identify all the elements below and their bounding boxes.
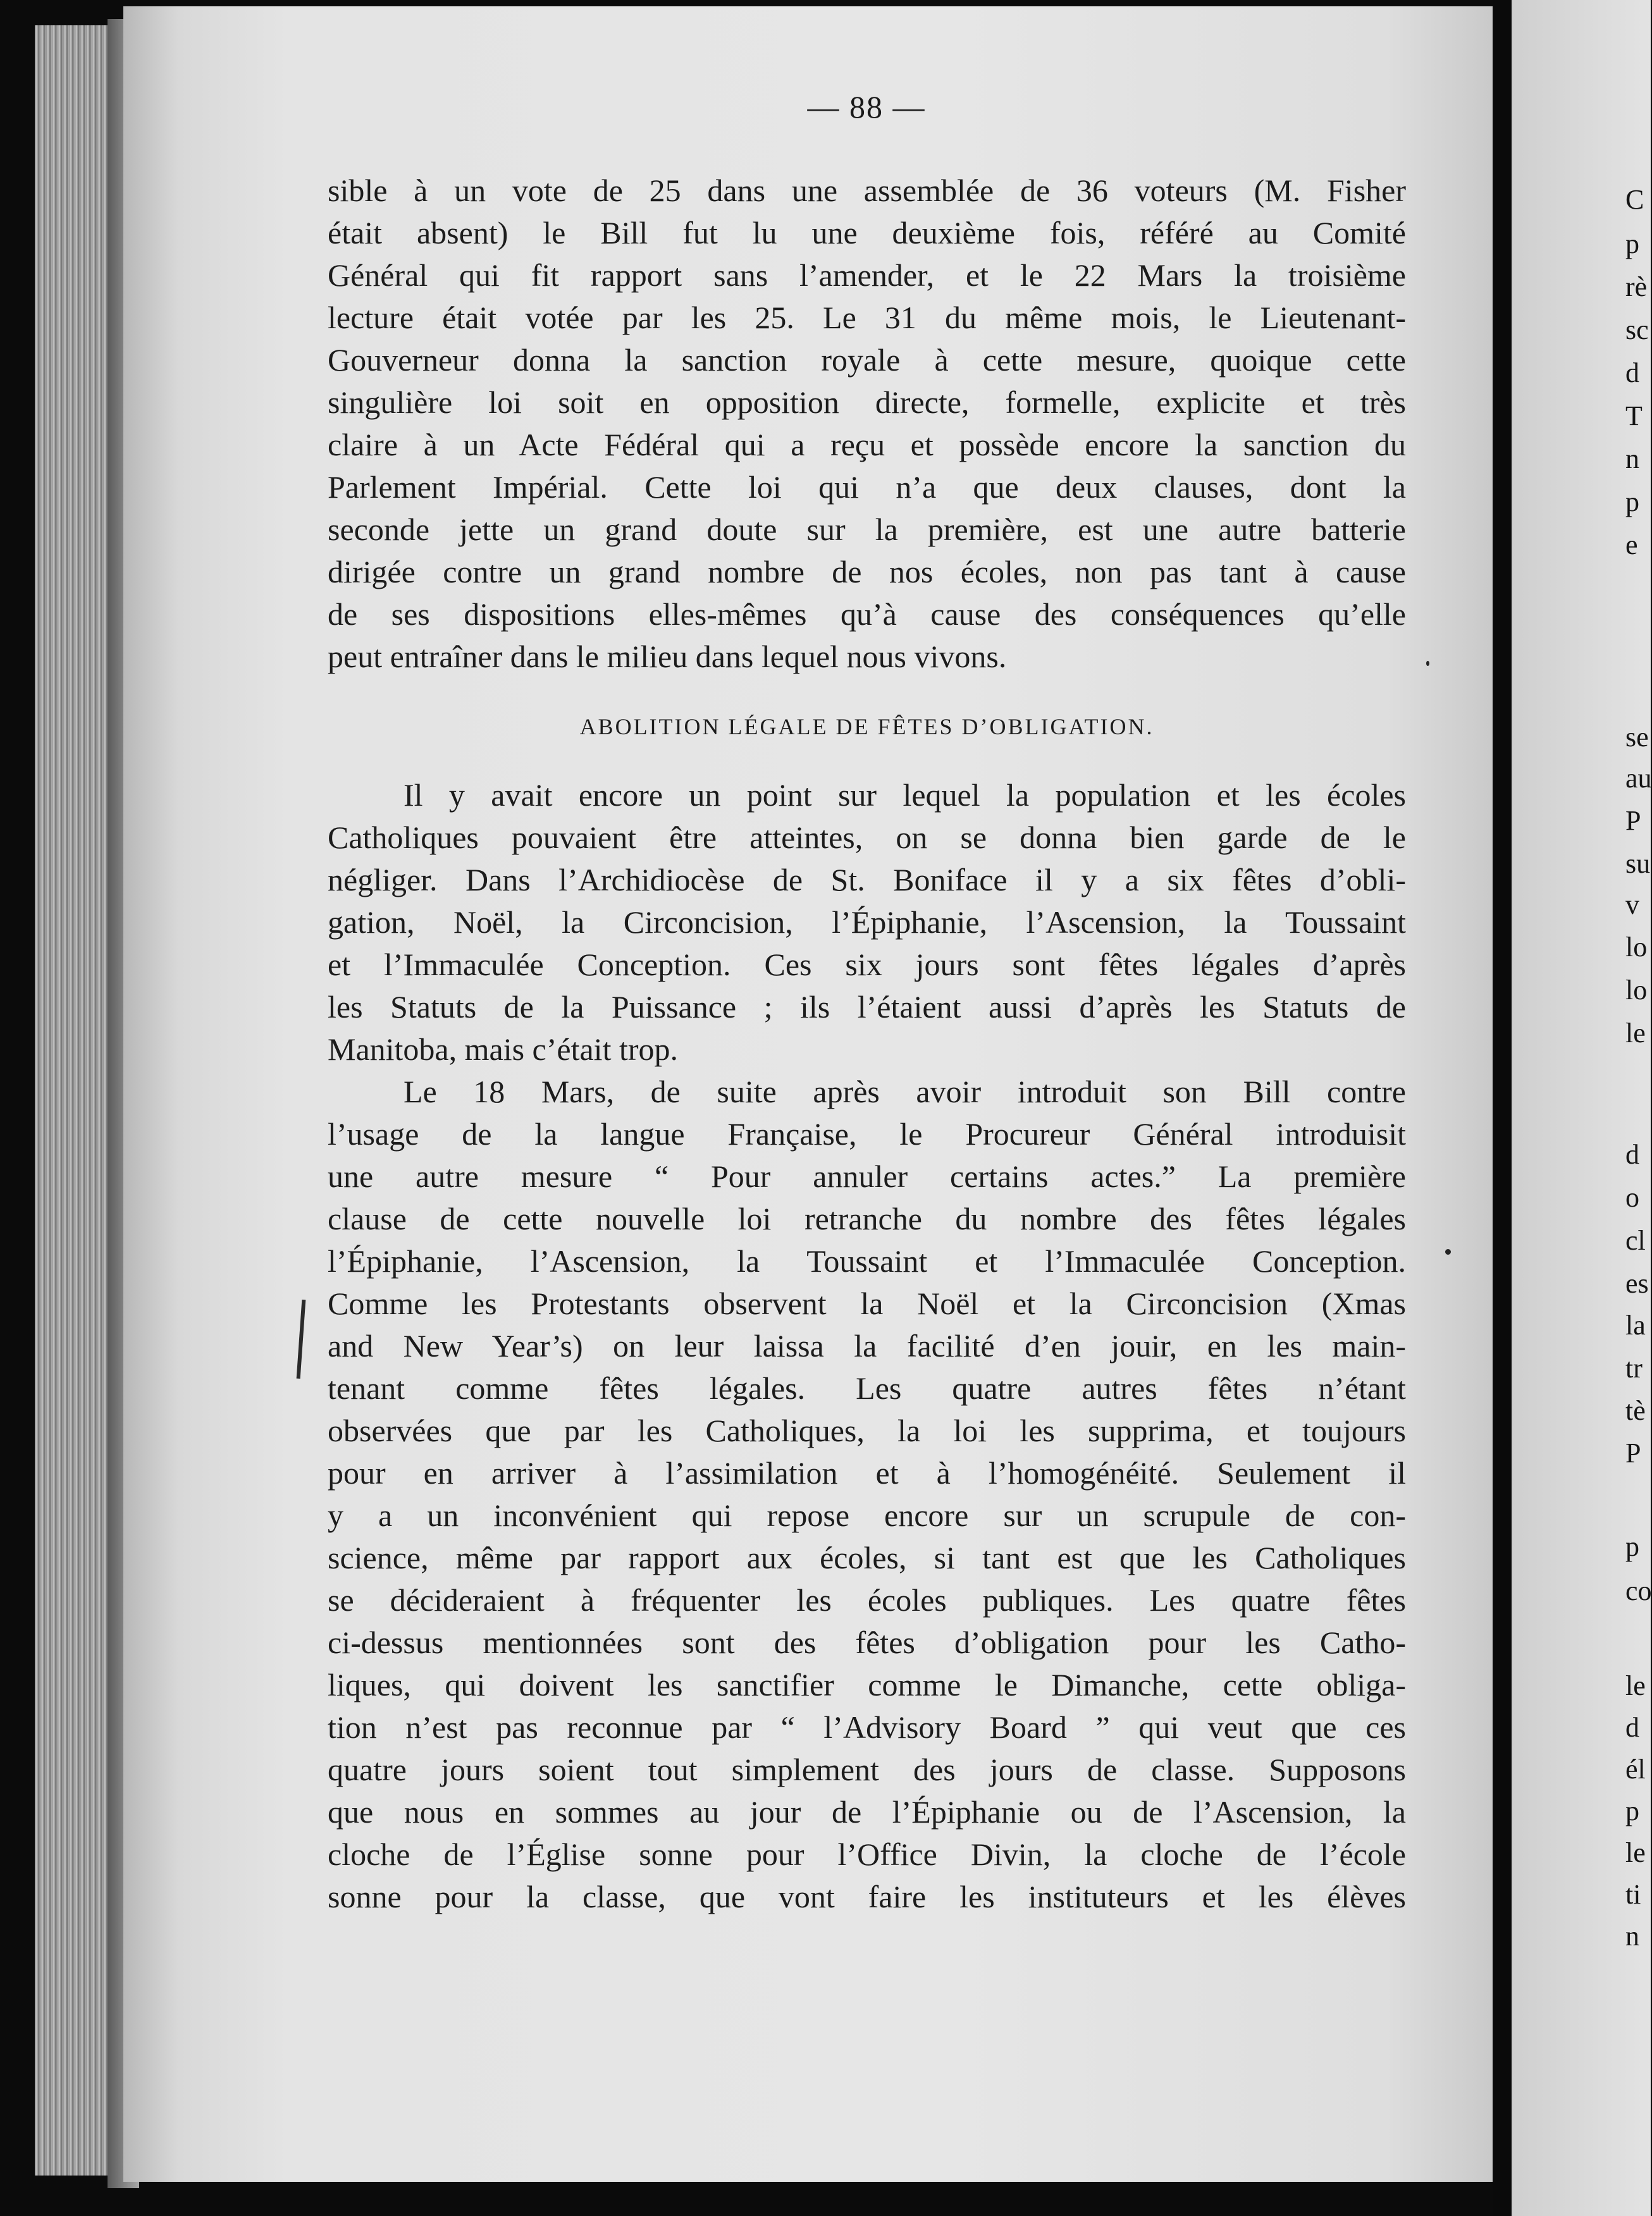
adjacent-page-strip [1512, 0, 1651, 2216]
text-line: y a un inconvénient qui repose encore sur un scrupule de con- [328, 1498, 1406, 1533]
adjacent-page-fragment: rè [1625, 271, 1648, 302]
text-line: était absent) le Bill fut lu une deuxième fois, référé au Comité [328, 215, 1406, 250]
text-line: pour en arriver à l’assimilation et à l’homogénéité. Seulement il [328, 1455, 1406, 1491]
text-line: une autre mesure “ Pour annuler certains actes.” La première [328, 1159, 1406, 1194]
adjacent-page-fragment: cl [1625, 1225, 1646, 1256]
text-line: gation, Noël, la Circoncision, l’Épiphanie, l’Ascension, la Toussaint [328, 904, 1406, 940]
adjacent-page-fragment: su [1625, 848, 1651, 879]
text-line: liques, qui doivent les sanctifier comme le Dimanche, cette obliga- [328, 1667, 1406, 1702]
adjacent-page-fragment: tr [1625, 1353, 1643, 1384]
adjacent-page-fragment: au [1625, 763, 1652, 794]
adjacent-page-fragment: v [1625, 889, 1639, 920]
speck [1445, 1249, 1451, 1255]
paragraph-2 [328, 774, 1406, 1071]
text-line: ci-dessus mentionnées sont des fêtes d’obligation pour les Catho- [328, 1625, 1406, 1660]
text-line: cloche de l’Église sonne pour l’Office Divin, la cloche de l’école [328, 1837, 1406, 1872]
adjacent-page-fragment: n [1625, 1921, 1639, 1952]
adjacent-page-fragment: p [1625, 1531, 1639, 1562]
text-line: and New Year’s) on leur laissa la facilité d’en jouir, en les main- [328, 1328, 1406, 1363]
page-gutter [1493, 0, 1512, 2216]
text-line: se décideraient à fréquenter les écoles publiques. Les quatre fêtes [328, 1582, 1406, 1618]
text-line: Manitoba, mais c’était trop. [328, 1031, 679, 1067]
adjacent-page-fragment: él [1625, 1754, 1646, 1785]
page-number: — 88 — [807, 89, 926, 125]
adjacent-page-fragment: lo [1625, 975, 1648, 1006]
text-line: de ses dispositions elles-mêmes qu’à cause des conséquences qu’elle [328, 596, 1406, 632]
text-line: Parlement Impérial. Cette loi qui n’a que deux clauses, dont la [328, 469, 1406, 505]
adjacent-page-fragment: ti [1625, 1879, 1641, 1910]
text-line: peut entraîner dans le milieu dans lequel nous vivons. [328, 639, 1007, 674]
text-line: et l’Immaculée Conception. Ces six jours sont fêtes légales d’après [328, 947, 1406, 982]
section-heading: ABOLITION LÉGALE DE FÊTES D’OBLIGATION. [579, 714, 1154, 739]
text-line: singulière loi soit en opposition directe, formelle, explicite et très [328, 385, 1406, 420]
text-line: quatre jours soient tout simplement des jours de classe. Supposons [328, 1752, 1406, 1787]
adjacent-page-fragment: o [1625, 1182, 1639, 1213]
paragraph-3 [328, 1071, 1406, 1918]
adjacent-page-fragment: lo [1625, 932, 1648, 963]
text-line: claire à un Acte Fédéral qui a reçu et possède encore la sanction du [328, 427, 1406, 462]
text-line: science, même par rapport aux écoles, si tant est que les Catholiques [328, 1540, 1406, 1575]
adjacent-page-fragment: n [1625, 443, 1639, 474]
adjacent-page-fragment: d [1625, 1712, 1639, 1743]
adjacent-page-fragment: la [1625, 1310, 1646, 1341]
adjacent-page-fragment: P [1625, 1437, 1641, 1468]
adjacent-page-fragment: es [1625, 1268, 1649, 1299]
paragraph-1 [328, 169, 1406, 678]
adjacent-page-fragment: se [1625, 722, 1649, 753]
adjacent-page-fragment: p [1625, 1795, 1639, 1826]
text-line: les Statuts de la Puissance ; ils l’étaient aussi d’après les Statuts de [328, 989, 1406, 1025]
text-line: dirigée contre un grand nombre de nos écoles, non pas tant à cause [328, 554, 1406, 589]
text-line: observées que par les Catholiques, la loi les supprima, et toujours [328, 1413, 1406, 1448]
text-line: tenant comme fêtes légales. Les quatre autres fêtes n’étant [328, 1370, 1406, 1406]
text-line: seconde jette un grand doute sur la première, est une autre batterie [328, 512, 1406, 547]
adjacent-page-fragment: le [1625, 1837, 1646, 1868]
text-line: Général qui fit rapport sans l’amender, et le 22 Mars la troisième [328, 257, 1406, 293]
speck [1426, 661, 1429, 666]
text-line: lecture était votée par les 25. Le 31 du même mois, le Lieutenant- [328, 300, 1406, 335]
text-line: tion n’est pas reconnue par “ l’Advisory Board ” qui veut que ces [328, 1709, 1406, 1745]
text-line: Catholiques pouvaient être atteintes, on se donna bien garde de le [328, 820, 1406, 855]
text-line: que nous en sommes au jour de l’Épiphanie ou de l’Ascension, la [328, 1794, 1406, 1830]
text-line: sonne pour la classe, que vont faire les instituteurs et les élèves [328, 1879, 1406, 1914]
adjacent-page-fragment: p [1625, 486, 1639, 517]
text-line: Gouverneur donna la sanction royale à cette mesure, quoique cette [328, 342, 1406, 378]
text-line: sible à un vote de 25 dans une assemblée de 36 voteurs (M. Fisher [328, 173, 1406, 208]
text-line: clause de cette nouvelle loi retranche du nombre des fêtes légales [328, 1201, 1406, 1236]
adjacent-page-fragment: tè [1625, 1395, 1646, 1426]
adjacent-page-fragment: T [1625, 400, 1643, 431]
text-line: l’usage de la langue Française, le Procureur Général introduisit [328, 1116, 1406, 1152]
text-line: l’Épiphanie, l’Ascension, la Toussaint et l’Immaculée Conception. [328, 1243, 1406, 1279]
adjacent-page-fragment: le [1625, 1670, 1646, 1701]
adjacent-page-fragment: le [1625, 1018, 1646, 1049]
page-body-text [328, 169, 1406, 1918]
text-line: Comme les Protestants observent la Noël et la Circoncision (Xmas [328, 1286, 1406, 1321]
adjacent-page-fragment: e [1625, 529, 1638, 560]
adjacent-page-fragment: d [1625, 357, 1639, 388]
adjacent-page-fragment: co [1625, 1575, 1652, 1606]
text-line: négliger. Dans l’Archidiocèse de St. Boniface il y a six fêtes d’obli- [328, 862, 1406, 897]
adjacent-page-fragment: C [1625, 184, 1644, 215]
text-line: Il y avait encore un point sur lequel la population et les écoles [404, 777, 1406, 813]
adjacent-page-fragment: sc [1625, 314, 1649, 345]
adjacent-page-fragment: p [1625, 228, 1639, 259]
adjacent-page-fragment: P [1625, 805, 1641, 836]
text-line: Le 18 Mars, de suite après avoir introduit son Bill contre [404, 1074, 1406, 1109]
adjacent-page-fragment: d [1625, 1139, 1639, 1170]
